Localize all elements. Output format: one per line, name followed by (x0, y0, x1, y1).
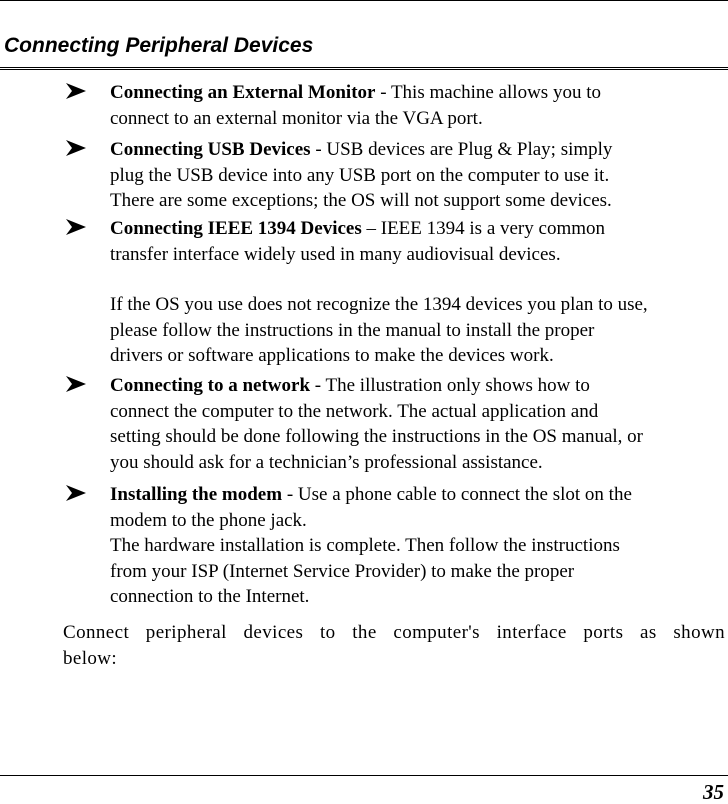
bullet-text (110, 80, 728, 131)
heading-double-rule (0, 67, 728, 70)
bullet-line: connection to the Internet. (110, 586, 310, 607)
bullet-line: transfer interface widely used in many audiovisual devices. (110, 243, 561, 265)
bullet-line: plug the USB device into any USB port on the computer to use it. (110, 164, 610, 186)
note-line: please follow the instructions in the manual to install the proper (110, 319, 595, 341)
bullet-line (110, 482, 728, 508)
page-number: 35 (703, 780, 724, 804)
note-line: If the OS you use does not recognize the 1394 devices you plan to use, (110, 294, 648, 315)
bullet-line: modem to the phone jack. (110, 509, 307, 531)
bullet-line: There are some exceptions; the OS will not support some devices. (110, 190, 612, 211)
arrow-bullet-icon (62, 373, 92, 399)
arrow-bullet-icon (62, 216, 92, 242)
top-rule (0, 0, 728, 1)
bullet-line-text: - USB devices are Plug & Play; simply (310, 139, 613, 160)
bullet-title: Connecting USB Devices (110, 139, 311, 160)
page-heading: Connecting Peripheral Devices (4, 34, 314, 57)
bullet-line: setting should be done following the instructions in the OS manual, or (110, 426, 643, 447)
bullet-text (110, 216, 728, 267)
bullet-title: Connecting an External Monitor (110, 82, 376, 103)
arrow-bullet-icon (62, 482, 92, 508)
bullet-line-text: - This machine allows you to (375, 82, 601, 103)
bullet-title: Connecting IEEE 1394 Devices (110, 218, 362, 239)
arrow-bullet-icon (62, 137, 92, 163)
bullet-line: The hardware installation is complete. Then follow the instructions (110, 535, 620, 556)
bullet-line: from your ISP (Internet Service Provider) to make the proper (110, 560, 575, 582)
bullet-text (110, 373, 728, 475)
bullet-line (110, 216, 728, 242)
bullet-line (110, 373, 728, 399)
bullet-line: you should ask for a technician’s professional assistance. (110, 451, 543, 473)
bullet-text (110, 482, 728, 610)
bullet-line (110, 137, 728, 163)
bullet-text (110, 137, 728, 214)
bullet-note (110, 292, 728, 369)
bullet-line: connect the computer to the network. The actual application and (110, 400, 599, 422)
bullet-title: Installing the modem (110, 484, 283, 505)
bullet-line: connect to an external monitor via the VGA port. (110, 107, 483, 129)
closing-paragraph: Connect peripheral devices to the computer's interface ports as shown below: (63, 622, 725, 669)
bullet-line-text: - Use a phone cable to connect the slot on the (282, 484, 632, 505)
bullet-line (110, 80, 728, 106)
bullet-line-text: – IEEE 1394 is a very common (361, 218, 606, 239)
footer-rule (0, 775, 728, 776)
arrow-bullet-icon (62, 80, 92, 106)
note-line: drivers or software applications to make the devices work. (110, 345, 554, 366)
bullet-line-text: - The illustration only shows how to (310, 375, 590, 396)
bullet-title: Connecting to a network (110, 375, 311, 396)
